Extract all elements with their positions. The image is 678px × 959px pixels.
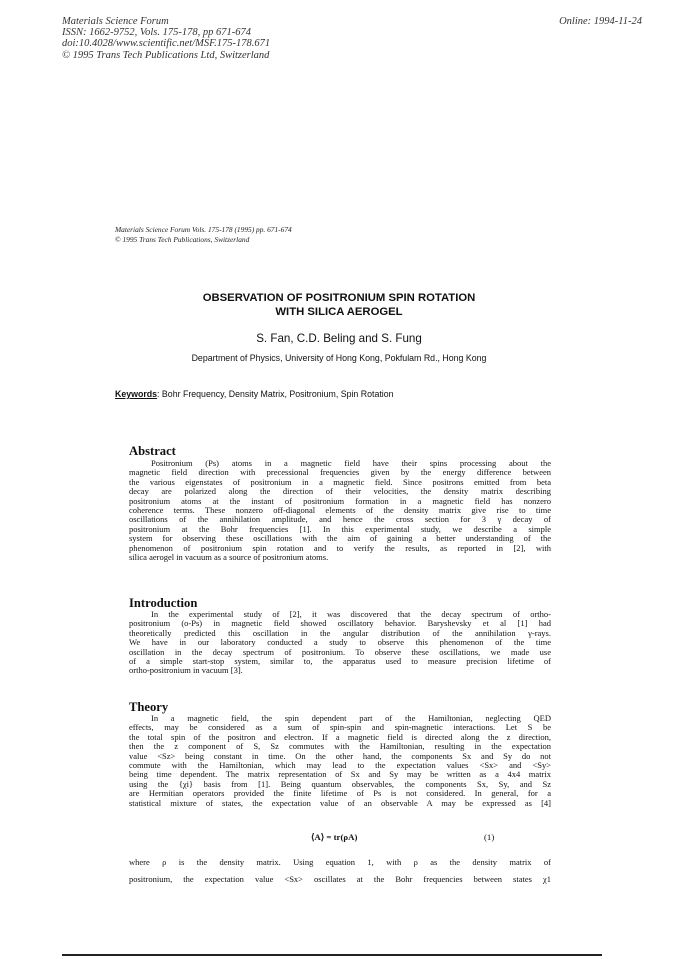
online-date: Online: 1994-11-24 xyxy=(559,16,642,27)
text-line: coherence terms. These nonzero off-diagonal elements of the density matrix give rise to time xyxy=(129,505,551,516)
abstract-heading: Abstract xyxy=(129,444,176,458)
text-line: ortho-positronium in vacuum [3]. xyxy=(129,665,243,676)
title-line: OBSERVATION OF POSITRONIUM SPIN ROTATION xyxy=(202,292,476,304)
header-line: © 1995 Trans Tech Publications Ltd, Switzerland xyxy=(62,49,270,61)
header-line: Materials Science Forum xyxy=(62,16,169,27)
text-line: commute with the Hamiltonian, which may lead to the expectation values <Sx> and <Sy> xyxy=(129,760,551,771)
authors: S. Fan, C.D. Beling and S. Fung xyxy=(256,332,422,345)
journal-reference xyxy=(115,225,292,245)
text-line: system for observing these oscillations with the aim of gaining a better understanding of the xyxy=(129,533,551,544)
text-line: In the experimental study of [2], it was discovered that the decay spectrum of ortho- xyxy=(151,609,551,619)
paper-title xyxy=(0,291,678,319)
equation-expression: ⟨A⟩ = tr(ρA) xyxy=(311,832,358,842)
footer-rule xyxy=(62,954,602,956)
text-line: value <Sz> being constant in time. On the other hand, the components Sx and Sy do not xyxy=(129,750,551,761)
text-line: then the z component of S, Sz commutes with the Hamiltonian, resulting in the expectation xyxy=(129,741,551,752)
title-line: WITH SILICA AEROGEL xyxy=(275,306,403,318)
text-line: oscillations of the annihilation amplitude, and hence the cross section for 3 γ decay of xyxy=(129,514,551,525)
text-line: theoretically predicted this oscillation in the angular distribution of the annihilation γ-rays. xyxy=(129,627,551,638)
affiliation: Department of Physics, University of Hong Kong, Pokfulam Rd., Hong Kong xyxy=(191,353,487,363)
theory-continuation xyxy=(129,854,551,888)
introduction-body xyxy=(129,610,551,676)
text-line: silica aerogel in vacuum as a source of positronium atoms. xyxy=(129,552,329,563)
text-line: We have in our laboratory conducted a study to observe this phenomenon of the time xyxy=(129,637,551,648)
keywords-label: Keywords xyxy=(115,389,158,399)
journal-ref-line: © 1995 Trans Tech Publications, Switzerland xyxy=(115,235,250,244)
journal-ref-line: Materials Science Forum Vols. 175-178 (1995) pp. 671-674 xyxy=(115,225,292,234)
text-line: are Hermitian operators provided the finite lifetime of Ps is not considered. In general, for a xyxy=(129,788,551,799)
text-line: phenomenon of positronium spin rotation and to verify the results, as reported in [2], with xyxy=(129,542,551,553)
text-line: positronium at the Bohr frequencies [1]. In this experimental study, we describe a simple xyxy=(129,523,551,534)
equation-number: (1) xyxy=(484,832,495,842)
text-line: magnetic field direction with precessional frequencies given by the energy difference between xyxy=(129,467,551,478)
header-line[interactable]: doi:10.4028/www.scientific.net/MSF.175-178.671 xyxy=(62,38,271,50)
text-line: where ρ is the density matrix. Using equation 1, with ρ as the density matrix of xyxy=(129,857,551,867)
abstract-body xyxy=(129,459,551,562)
text-line: effects, may be considered as a sum of spin-spin and spin-magnetic interactions. Let S be xyxy=(129,722,551,733)
text-line: the total spin of the positron and electron. If a magnetic field is directed along the z direction, xyxy=(129,731,551,742)
text-line: the various eigenstates of positronium in a magnetic field. Since positrons emitted from beta xyxy=(129,476,551,487)
header-line: ISSN: 1662-9752, Vols. 175-178, pp 671-674 xyxy=(62,27,251,39)
journal-citation-header xyxy=(62,16,270,61)
introduction-heading: Introduction xyxy=(129,596,198,610)
text-line: Positronium (Ps) atoms in a magnetic field have their spins processing about the xyxy=(151,458,551,468)
text-line: being time dependent. The matrix representation of Sx and Sy may be written as a 4x4 matrix xyxy=(129,769,551,780)
equation-1 xyxy=(129,832,551,844)
theory-body xyxy=(129,714,551,808)
text-line: positronium (o-Ps) in magnetic field showed oscillatory behavior. Baryshevsky et al [1] had xyxy=(129,618,551,629)
text-line: positronium atoms at the instant of positronium formation in a magnetic field has nonzero xyxy=(129,495,551,506)
text-line: using the {χi} basis from [1]. Being quantum observables, the components Sx, Sy, and Sz xyxy=(129,778,551,789)
keywords-text: : Bohr Frequency, Density Matrix, Positronium, Spin Rotation xyxy=(157,389,394,399)
text-line: positronium, the expectation value <Sx> oscillates at the Bohr frequencies between states χ1 xyxy=(129,874,551,884)
text-line: decay are polarized along the direction of their velocities, the density matrix describing xyxy=(129,486,551,497)
text-line: oscillation in the decay spectrum of positronium. To observe these oscillations, we made use xyxy=(129,646,551,657)
text-line: In a magnetic field, the spin dependent part of the Hamiltonian, neglecting QED xyxy=(151,713,551,723)
keywords xyxy=(115,389,394,399)
text-line: statistical mixture of states, the expectation value of an observable A may be expressed as [4] xyxy=(129,797,551,808)
text-line: of a simple start-stop system, similar to, the apparatus used to measure precision lifetime of xyxy=(129,656,551,667)
theory-heading: Theory xyxy=(129,700,169,714)
